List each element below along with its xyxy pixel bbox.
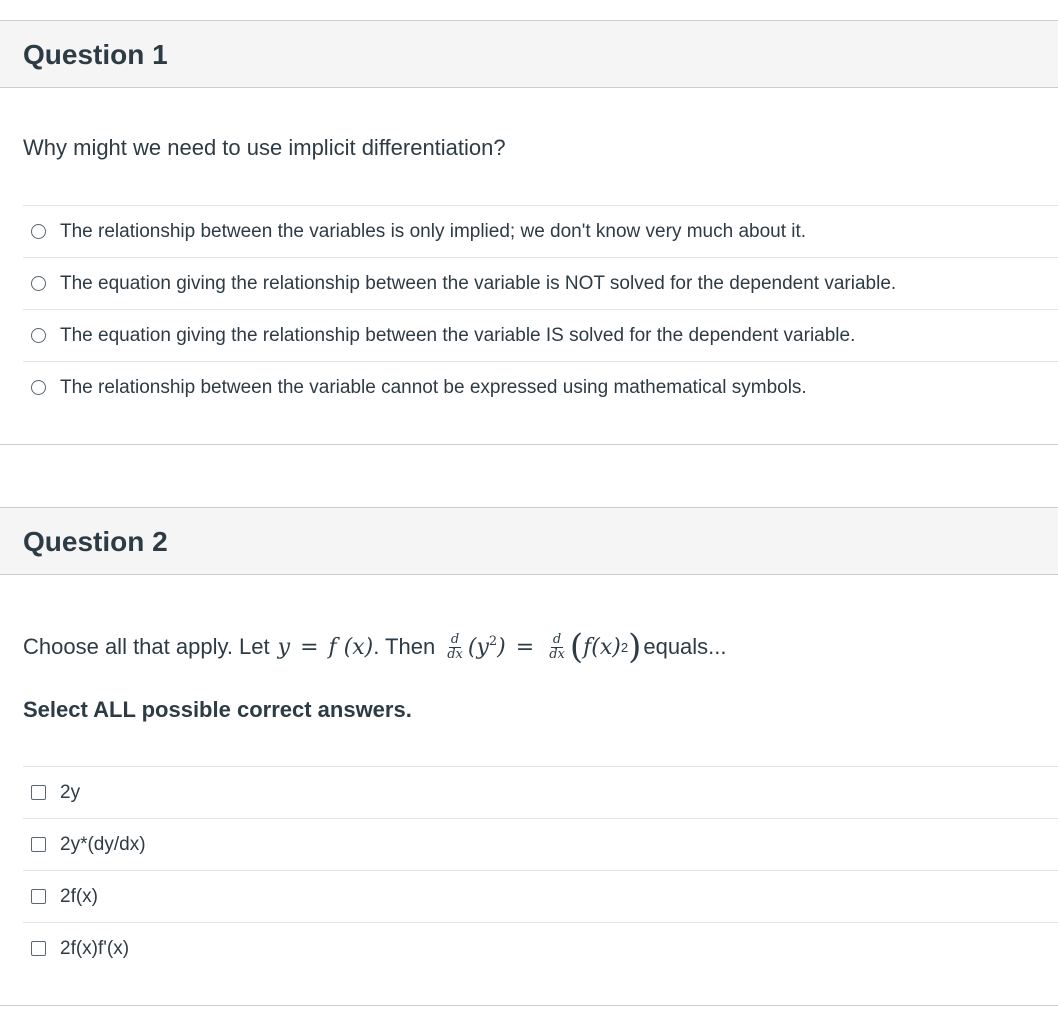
question-1 bbox=[0, 20, 1058, 445]
answer-label[interactable]: The equation giving the relationship between the variable IS solved for the dependent variable. bbox=[60, 324, 856, 346]
question-1-answers bbox=[23, 205, 1058, 413]
answer-option[interactable] bbox=[23, 766, 1058, 818]
question-1-header bbox=[0, 21, 1058, 88]
fraction-numerator: d bbox=[552, 631, 562, 647]
answer-option[interactable] bbox=[23, 309, 1058, 361]
answer-option[interactable] bbox=[23, 205, 1058, 257]
radio-button[interactable] bbox=[31, 328, 46, 343]
answer-label[interactable]: The relationship between the variables is only implied; we don't know very much about it. bbox=[60, 220, 807, 242]
checkbox[interactable] bbox=[31, 941, 46, 956]
math-equals: = bbox=[515, 634, 535, 660]
fraction-numerator: d bbox=[450, 631, 460, 647]
answer-option[interactable] bbox=[23, 818, 1058, 870]
question-2-prompt bbox=[23, 625, 727, 669]
question-2-header bbox=[0, 508, 1058, 575]
answer-option[interactable] bbox=[23, 870, 1058, 922]
answer-option[interactable] bbox=[23, 257, 1058, 309]
math-y: y bbox=[277, 634, 291, 660]
answer-label[interactable]: The relationship between the variable cannot be expressed using mathematical symbols. bbox=[60, 376, 807, 398]
radio-button[interactable] bbox=[31, 380, 46, 395]
checkbox[interactable] bbox=[31, 785, 46, 800]
math-close-paren: ) bbox=[497, 635, 506, 660]
math-derivative bbox=[445, 633, 465, 661]
math-exponent: 2 bbox=[488, 634, 498, 649]
math-y-base: (y bbox=[467, 635, 489, 660]
question-2 bbox=[0, 507, 1058, 1006]
answer-label[interactable]: 2y bbox=[60, 781, 81, 803]
math-close-big-paren: ) bbox=[628, 627, 642, 667]
answer-label[interactable]: The equation giving the relationship between the variable is NOT solved for the dependent variable. bbox=[60, 272, 897, 294]
checkbox[interactable] bbox=[31, 889, 46, 904]
answer-label[interactable]: 2y*(dy/dx) bbox=[60, 833, 146, 855]
fraction-denominator: dx bbox=[549, 646, 565, 662]
radio-button[interactable] bbox=[31, 224, 46, 239]
answer-label[interactable]: 2f(x)f'(x) bbox=[60, 937, 130, 959]
prompt-prefix: Choose all that apply. Let bbox=[23, 634, 270, 659]
math-exponent: 2 bbox=[620, 639, 629, 655]
checkbox[interactable] bbox=[31, 837, 46, 852]
question-1-title: Question 1 bbox=[23, 39, 168, 70]
math-y-squared bbox=[468, 634, 506, 660]
prompt-then: . Then bbox=[373, 634, 436, 659]
answer-label[interactable]: 2f(x) bbox=[60, 885, 98, 907]
answer-option[interactable] bbox=[23, 361, 1058, 413]
math-f-of-x: f(x) bbox=[583, 634, 621, 660]
question-1-prompt: Why might we need to use implicit differentiation? bbox=[23, 135, 506, 160]
prompt-suffix: equals... bbox=[643, 634, 727, 659]
math-derivative bbox=[547, 633, 567, 661]
fraction-denominator: dx bbox=[447, 646, 463, 662]
math-equals: = bbox=[300, 634, 319, 660]
answer-option[interactable] bbox=[23, 922, 1058, 974]
math-fx: f (x) bbox=[328, 634, 374, 660]
question-2-title: Question 2 bbox=[23, 526, 168, 557]
question-2-answers bbox=[23, 766, 1058, 974]
radio-button[interactable] bbox=[31, 276, 46, 291]
question-2-instruction: Select ALL possible correct answers. bbox=[23, 697, 412, 722]
math-open-big-paren: ( bbox=[569, 627, 584, 667]
